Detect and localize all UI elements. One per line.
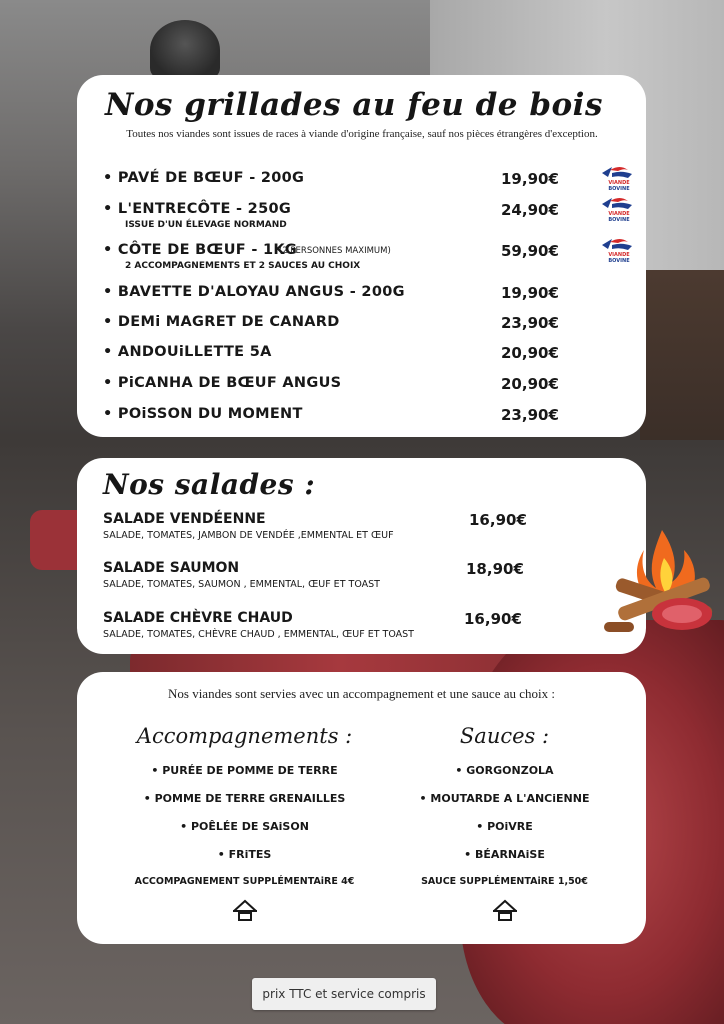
salad-description: SALADE, TOMATES, CHÈVRE CHAUD , EMMENTAL, ŒUF ET TOAST xyxy=(103,629,414,640)
house-mark-icon xyxy=(492,899,518,921)
menu-item xyxy=(103,406,623,432)
menu-item xyxy=(103,344,623,370)
svg-text:VIANDE: VIANDE xyxy=(608,252,630,258)
sauce-extra-price: SAUCE SUPPLÉMENTAiRE 1,50€ xyxy=(421,876,588,887)
list-item: • MOUTARDE A L'ANCiENNE xyxy=(397,790,612,818)
list-item: • POÊLÉE DE SAiSON xyxy=(117,818,372,846)
item-price: 20,90€ xyxy=(501,375,559,393)
grillades-title: Nos grillades au feu de bois xyxy=(105,87,603,123)
accompagnement-extra-price: ACCOMPAGNEMENT SUPPLÉMENTAiRE 4€ xyxy=(134,876,355,887)
accompagnements-list xyxy=(117,762,372,874)
sauces-column xyxy=(397,724,612,921)
svg-text:VIANDE: VIANDE xyxy=(608,211,630,217)
accompagnements-title: Accompagnements : xyxy=(136,724,353,748)
menu-item xyxy=(103,375,623,401)
accompagnements-card xyxy=(77,672,646,944)
item-name: • CÔTE DE BŒUF - 1KG xyxy=(103,242,297,258)
sauces-title: Sauces : xyxy=(459,724,550,748)
svg-text:BOVINE: BOVINE xyxy=(608,258,630,264)
salad-name: SALADE VENDÉENNE xyxy=(103,511,266,527)
salad-item xyxy=(103,610,623,650)
grillades-intro: Toutes nos viandes sont issues de races à viande d'origine française, sauf nos pièces étrangères d'exception. xyxy=(126,128,598,140)
salad-name: SALADE CHÈVRE CHAUD xyxy=(103,610,293,626)
campfire-steak-illustration xyxy=(604,510,722,642)
list-item: • POiVRE xyxy=(397,818,612,846)
salades-title: Nos salades : xyxy=(103,468,316,501)
item-name: • DEMi MAGRET DE CANARD xyxy=(103,314,340,330)
salad-description: SALADE, TOMATES, SAUMON , EMMENTAL, ŒUF ET TOAST xyxy=(103,579,380,590)
item-subtext: 2 ACCOMPAGNEMENTS ET 2 SAUCES AU CHOIX xyxy=(125,261,361,271)
item-name: • BAVETTE D'ALOYAU ANGUS - 200G xyxy=(103,284,405,300)
list-item: • FRiTES xyxy=(117,846,372,874)
salad-price: 16,90€ xyxy=(469,511,527,529)
salad-item xyxy=(103,511,623,551)
salad-name: SALADE SAUMON xyxy=(103,560,240,576)
list-item: • POMME DE TERRE GRENAILLES xyxy=(117,790,372,818)
salad-price: 16,90€ xyxy=(464,610,522,628)
svg-text:BOVINE: BOVINE xyxy=(608,186,630,192)
salad-price: 18,90€ xyxy=(466,560,524,578)
list-item: • PURÉE DE POMME DE TERRE xyxy=(117,762,372,790)
item-name: • PAVÉ DE BŒUF - 200G xyxy=(103,170,304,186)
viande-bovine-logo xyxy=(598,236,638,264)
accompagnements-intro: Nos viandes sont servies avec un accompagnement et une sauce au choix : xyxy=(168,686,555,701)
salades-card xyxy=(77,458,646,654)
item-note: (2 PERSONNES MAXIMUM) xyxy=(279,246,391,256)
item-price: 23,90€ xyxy=(501,406,559,424)
item-price: 19,90€ xyxy=(501,284,559,302)
menu-item xyxy=(103,284,623,310)
grillades-card xyxy=(77,75,646,437)
item-price: 20,90€ xyxy=(501,344,559,362)
menu-item xyxy=(103,314,623,340)
svg-text:VIANDE: VIANDE xyxy=(608,180,630,186)
item-name: • ANDOUiLLETTE 5A xyxy=(103,344,272,360)
svg-text:BOVINE: BOVINE xyxy=(608,217,630,223)
accompagnements-column xyxy=(117,724,372,921)
list-item: • BÉARNAiSE xyxy=(397,846,612,874)
menu-item xyxy=(103,170,630,196)
item-price: 19,90€ xyxy=(501,170,559,188)
item-price: 23,90€ xyxy=(501,314,559,332)
house-mark-icon xyxy=(232,899,258,921)
salad-description: SALADE, TOMATES, JAMBON DE VENDÉE ,EMMENTAL ET ŒUF xyxy=(103,530,394,541)
background-pan xyxy=(150,20,220,80)
item-name: • PiCANHA DE BŒUF ANGUS xyxy=(103,375,341,391)
viande-bovine-logo xyxy=(598,164,638,192)
item-name: • L'ENTRECÔTE - 250G xyxy=(103,201,291,217)
item-name: • POiSSON DU MOMENT xyxy=(103,406,303,422)
item-subtext: ISSUE D'UN ÉLEVAGE NORMAND xyxy=(125,220,287,230)
list-item: • GORGONZOLA xyxy=(397,762,612,790)
salad-item xyxy=(103,560,623,600)
viande-bovine-logo xyxy=(598,195,638,223)
footer-price-note: prix TTC et service compris xyxy=(252,978,436,1010)
menu-item xyxy=(103,201,630,230)
item-price: 59,90€ xyxy=(501,242,559,260)
menu-item xyxy=(103,242,630,271)
sauces-list xyxy=(397,762,612,874)
item-price: 24,90€ xyxy=(501,201,559,219)
